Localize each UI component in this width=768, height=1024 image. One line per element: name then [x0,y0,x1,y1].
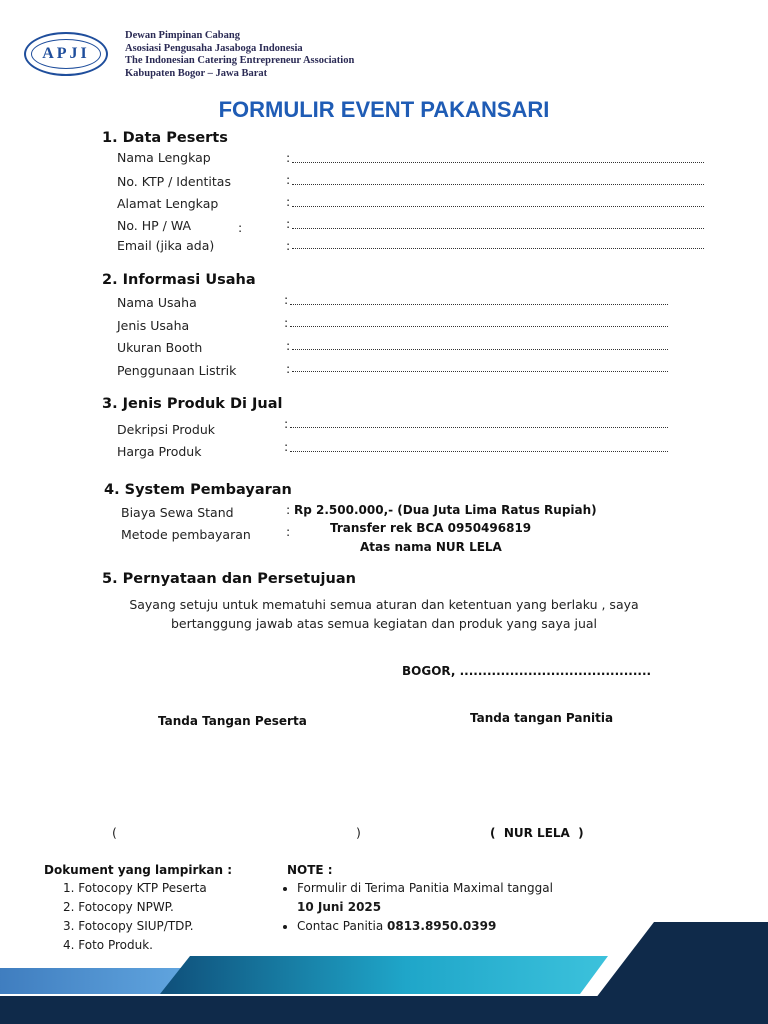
field-colon: : [284,416,289,431]
place-date-line[interactable]: BOGOR, .......................................... [402,664,652,678]
footer-cyan-band [160,956,608,994]
form-title: FORMULIR EVENT PAKANSARI [218,97,550,122]
list-item [297,879,553,917]
section-2-heading: 2. Informasi Usaha [102,272,256,288]
field-colon: : [284,315,289,330]
field-label-jenis-usaha: Jenis Usaha [117,318,190,333]
field-label-listrik: Penggunaan Listrik [117,363,237,378]
section-4-heading: 4. System Pembayaran [104,482,292,498]
statement-paragraph [0,595,768,633]
participant-name-open-paren: ( [112,825,117,840]
note-contact-phone: 0813.8950.0399 [387,919,497,933]
alamat-input-line[interactable] [292,206,704,207]
participant-signature-label: Tanda Tangan Peserta [158,714,307,728]
field-label-biaya-sewa: Biaya Sewa Stand [121,505,234,520]
field-colon: : [284,439,289,454]
committee-signature-label: Tanda tangan Panitia [470,711,614,725]
field-colon: : [286,172,291,187]
field-label-harga-produk: Harga Produk [117,444,202,459]
field-colon: : [238,220,243,235]
listrik-input-line[interactable] [292,371,668,372]
organization-name-block [125,30,354,80]
field-label-nama-lengkap: Nama Lengkap [117,150,211,165]
field-colon: : [284,292,289,307]
apji-logo [24,32,108,76]
field-colon: : [286,338,291,353]
participant-name-close-paren: ) [356,825,361,840]
field-colon: : [286,502,291,517]
field-colon: : [286,216,291,231]
participant-name-field[interactable] [122,838,352,839]
statement-line: Sayang setuju untuk mematuhi semua aturan dan ketentuan yang berlaku , saya [129,597,639,612]
field-colon: : [286,238,291,253]
ukuran-booth-input-line[interactable] [292,349,668,350]
jenis-usaha-input-line[interactable] [290,326,668,327]
documents-heading: Dokument yang lampirkan : [44,863,232,877]
footer-decoration [0,918,768,1024]
field-label-ukuran-booth: Ukuran Booth [117,340,203,355]
field-label-alamat: Alamat Lengkap [117,196,219,211]
nama-usaha-input-line[interactable] [290,304,668,305]
committee-name: ( NUR LELA ) [490,826,584,840]
org-line: Kabupaten Bogor – Jawa Barat [125,67,268,79]
account-holder: Atas nama NUR LELA [360,540,502,554]
field-label-metode-pembayaran: Metode pembayaran [121,527,251,542]
note-deadline-text: Formulir di Terima Panitia Maximal tanggal [297,881,553,895]
field-label-deskripsi-produk: Dekripsi Produk [117,422,215,437]
transfer-account: Transfer rek BCA 0950496819 [330,521,532,535]
list-item: 4. Foto Produk. [63,938,153,952]
field-colon: : [286,194,291,209]
field-colon: : [286,524,291,539]
field-label-nama-usaha: Nama Usaha [117,295,197,310]
field-colon: : [286,150,291,165]
section-1-heading: 1. Data Peserts [102,130,228,146]
note-contact-text: Contac Panitia [297,919,387,933]
field-label-email: Email (jika ada) [117,238,215,253]
deskripsi-produk-input-line[interactable] [290,427,668,428]
no-hp-input-line[interactable] [292,228,704,229]
field-label-no-hp: No. HP / WA [117,218,192,233]
list-item: 3. Fotocopy SIUP/TDP. [63,919,194,933]
stand-price: Rp 2.500.000,- (Dua Juta Lima Ratus Rupiah) [294,503,597,517]
section-3-heading: 3. Jenis Produk Di Jual [102,396,283,412]
list-item: 1. Fotocopy KTP Peserta [63,881,207,895]
harga-produk-input-line[interactable] [290,451,668,452]
email-input-line[interactable] [292,248,704,249]
footer-navy-bar [0,996,768,1024]
nama-lengkap-input-line[interactable] [292,162,704,163]
list-item: 2. Fotocopy NPWP. [63,900,174,914]
logo-text: APJI [42,45,90,62]
org-line: Asosiasi Pengusaha Jasaboga Indonesia [125,42,303,54]
note-deadline-date: 10 Juni 2025 [297,900,382,914]
field-label-no-ktp: No. KTP / Identitas [117,174,231,189]
section-5-heading: 5. Pernyataan dan Persetujuan [102,571,356,587]
note-heading: NOTE : [287,863,333,877]
org-line: The Indonesian Catering Entrepreneur Association [125,55,355,66]
statement-line: bertanggung jawab atas semua kegiatan dan produk yang saya jual [170,616,598,631]
org-line: Dewan Pimpinan Cabang [125,30,240,41]
field-colon: : [286,361,291,376]
no-ktp-input-line[interactable] [292,184,704,185]
